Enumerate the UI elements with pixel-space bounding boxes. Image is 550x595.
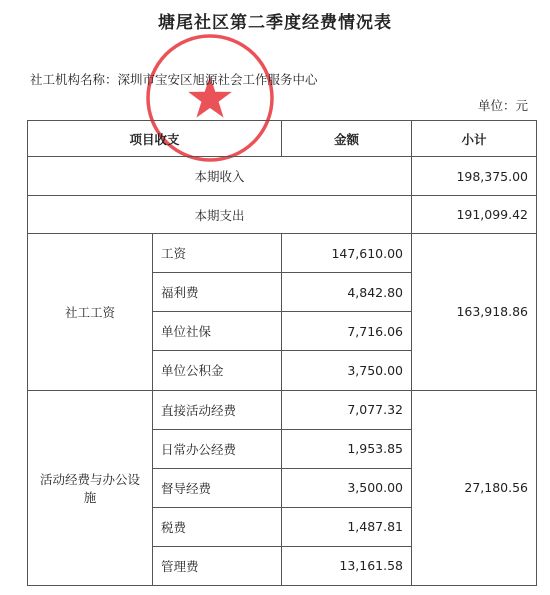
expense-row (28, 196, 537, 234)
item-amount: 7,077.32 (282, 390, 412, 429)
activity-category: 活动经费与办公设施 (28, 390, 153, 585)
item-amount: 13,161.58 (282, 546, 412, 585)
header-subtotal: 小计 (412, 121, 537, 157)
org-name: 深圳市宝安区旭源社会工作服务中心 (117, 72, 318, 87)
org-line (30, 70, 318, 88)
item-name: 管理费 (153, 546, 282, 585)
item-name: 督导经费 (153, 468, 282, 507)
item-name: 税费 (153, 507, 282, 546)
item-amount: 3,750.00 (282, 351, 412, 390)
table-row (28, 390, 537, 429)
salary-subtotal: 163,918.86 (412, 234, 537, 390)
unit-label: 单位：元 (477, 98, 528, 113)
item-amount: 147,610.00 (282, 234, 412, 273)
item-amount: 7,716.06 (282, 312, 412, 351)
table-header-row (28, 121, 537, 157)
item-name: 工资 (153, 234, 282, 273)
header-amount: 金额 (282, 121, 412, 157)
item-amount: 1,953.85 (282, 429, 412, 468)
income-value: 198,375.00 (412, 157, 537, 196)
item-name: 福利费 (153, 273, 282, 312)
expense-value: 191,099.42 (412, 196, 537, 234)
item-amount: 4,842.80 (282, 273, 412, 312)
salary-category: 社工工资 (28, 234, 153, 390)
item-name: 直接活动经费 (153, 390, 282, 429)
item-name: 日常办公经费 (153, 429, 282, 468)
item-amount: 1,487.81 (282, 507, 412, 546)
income-row (28, 157, 537, 196)
activity-subtotal: 27,180.56 (412, 390, 537, 585)
expense-label: 本期支出 (28, 196, 412, 234)
item-name: 单位公积金 (153, 351, 282, 390)
table-row (28, 234, 537, 273)
org-label: 社工机构名称： (30, 72, 118, 87)
header-item: 项目收支 (28, 121, 282, 157)
page-title: 塘尾社区第二季度经费情况表 (158, 13, 392, 33)
item-name: 单位社保 (153, 312, 282, 351)
item-amount: 3,500.00 (282, 468, 412, 507)
income-label: 本期收入 (28, 157, 412, 196)
expense-table (27, 120, 537, 586)
